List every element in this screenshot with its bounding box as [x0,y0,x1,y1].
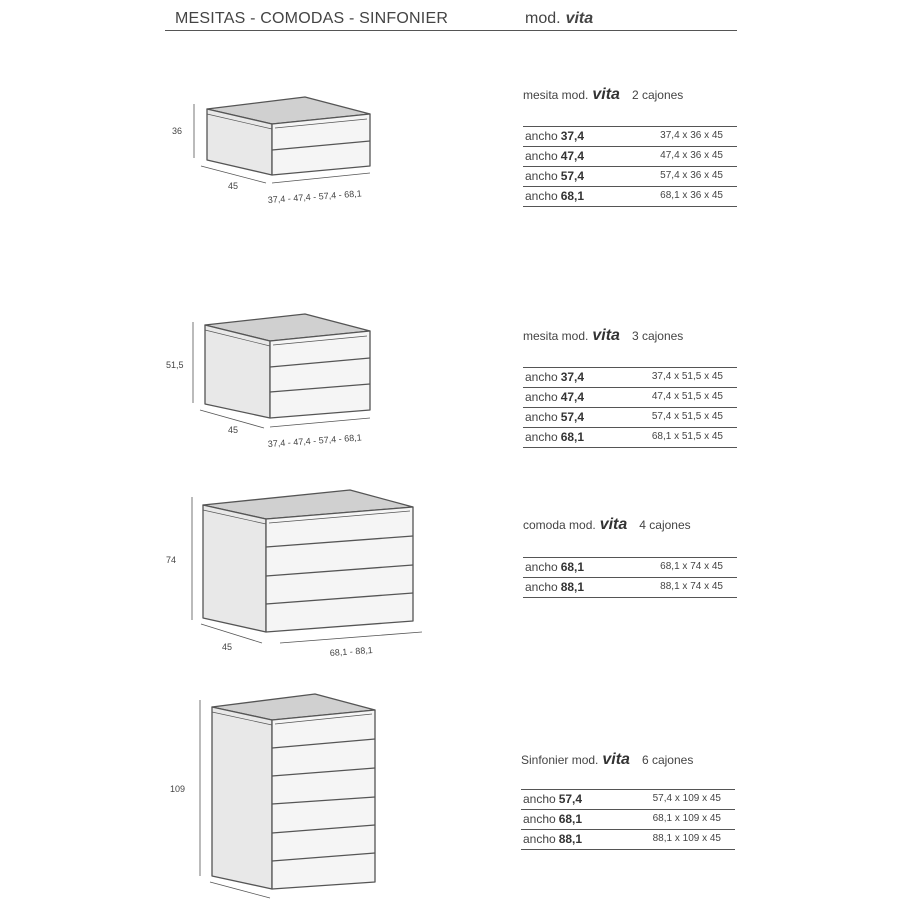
dimensions-value: 37,4 x 51,5 x 45 [651,371,723,382]
width-value: 68,1 [558,812,583,826]
comoda-height-label: 74 [166,555,177,565]
width-value: 68,1 [560,430,585,444]
ancho-label: ancho [525,560,558,574]
spec-row [523,126,737,146]
ancho-label: ancho [525,390,558,404]
ancho-label: ancho [525,129,558,143]
model-name: vita [565,10,594,27]
mesita-3-height-label: 51,5 [166,360,184,370]
dimensions-value: 68,1 x 109 x 45 [652,813,721,824]
spec-row [523,367,737,387]
ancho-label: ancho [523,812,556,826]
dimensions-value: 57,4 x 109 x 45 [652,793,721,804]
ancho-label: ancho [525,189,558,203]
dimensions-value: 68,1 x 51,5 x 45 [651,431,723,442]
width-value: 88,1 [558,832,583,846]
spec-row [523,557,737,577]
spec-row [521,789,735,809]
spec-table [521,789,735,850]
width-value: 68,1 [560,560,585,574]
spec-title [523,86,683,104]
unit-name: comoda mod. [523,518,596,532]
spec-title [523,516,691,534]
width-value: 68,1 [560,189,585,203]
dimensions-value: 68,1 x 74 x 45 [660,561,723,572]
mesita-2-drawer-illustration [207,97,370,175]
width-value: 57,4 [560,410,585,424]
comoda-depth-label: 45 [222,642,233,652]
spec-row [523,166,737,186]
ancho-label: ancho [525,149,558,163]
ancho-label: ancho [525,169,558,183]
width-value: 37,4 [560,370,585,384]
dimensions-value: 68,1 x 36 x 45 [660,190,723,201]
unit-name: Sinfonier mod. [521,753,599,767]
mesita-3-width-label: 37,4 - 47,4 - 57,4 - 68,1 [267,432,362,449]
mesita-3-depth-label: 45 [228,425,239,435]
unit-name: mesita mod. [523,329,589,343]
unit-model: vita [592,327,620,344]
spec-row [523,387,737,407]
width-value: 88,1 [560,580,585,594]
dimensions-value: 88,1 x 74 x 45 [660,581,723,592]
sinfonier-6-drawer-illustration [212,694,375,889]
spec-table [523,126,737,207]
width-value: 57,4 [560,169,585,183]
ancho-label: ancho [525,580,558,594]
ancho-label: ancho [523,832,556,846]
sinfonier-height-label: 109 [170,784,186,794]
spec-title [523,327,683,345]
mesita-2-depth-label: 45 [228,181,239,191]
spec-row [523,577,737,598]
mesita-2-width-label: 37,4 - 47,4 - 57,4 - 68,1 [267,188,362,205]
dimensions-value: 57,4 x 51,5 x 45 [651,411,723,422]
width-value: 37,4 [560,129,585,143]
ancho-label: ancho [525,370,558,384]
width-value: 57,4 [558,792,583,806]
spec-row [521,809,735,829]
unit-model: vita [599,516,628,533]
dimensions-value: 47,4 x 51,5 x 45 [651,391,723,402]
spec-row [523,186,737,207]
comoda-4-drawer-illustration [203,490,413,632]
mesita-3-drawer-illustration [205,314,370,418]
spec-row [523,407,737,427]
category-title: MESITAS - COMODAS - SINFONIER [175,10,449,27]
dimensions-value: 57,4 x 36 x 45 [660,170,723,181]
dimensions-value: 88,1 x 109 x 45 [652,833,721,844]
spec-table [523,557,737,598]
drawer-count: 2 cajones [631,88,684,102]
unit-name: mesita mod. [523,88,589,102]
unit-model: vita [602,751,630,768]
spec-row [523,427,737,448]
comoda-width-label: 68,1 - 88,1 [329,645,374,658]
drawer-count: 6 cajones [641,753,694,767]
model-prefix: mod. [525,10,561,27]
ancho-label: ancho [525,430,558,444]
dimensions-value: 37,4 x 36 x 45 [660,130,723,141]
mesita-2-height-label: 36 [172,126,183,136]
ancho-label: ancho [523,792,556,806]
drawer-count: 3 cajones [631,329,684,343]
width-value: 47,4 [560,390,585,404]
spec-row [523,146,737,166]
ancho-label: ancho [525,410,558,424]
spec-table [523,367,737,448]
spec-row [521,829,735,850]
width-value: 47,4 [560,149,585,163]
dimensions-value: 47,4 x 36 x 45 [660,150,723,161]
drawer-count: 4 cajones [639,518,691,532]
unit-model: vita [592,86,620,103]
spec-title [521,751,693,769]
